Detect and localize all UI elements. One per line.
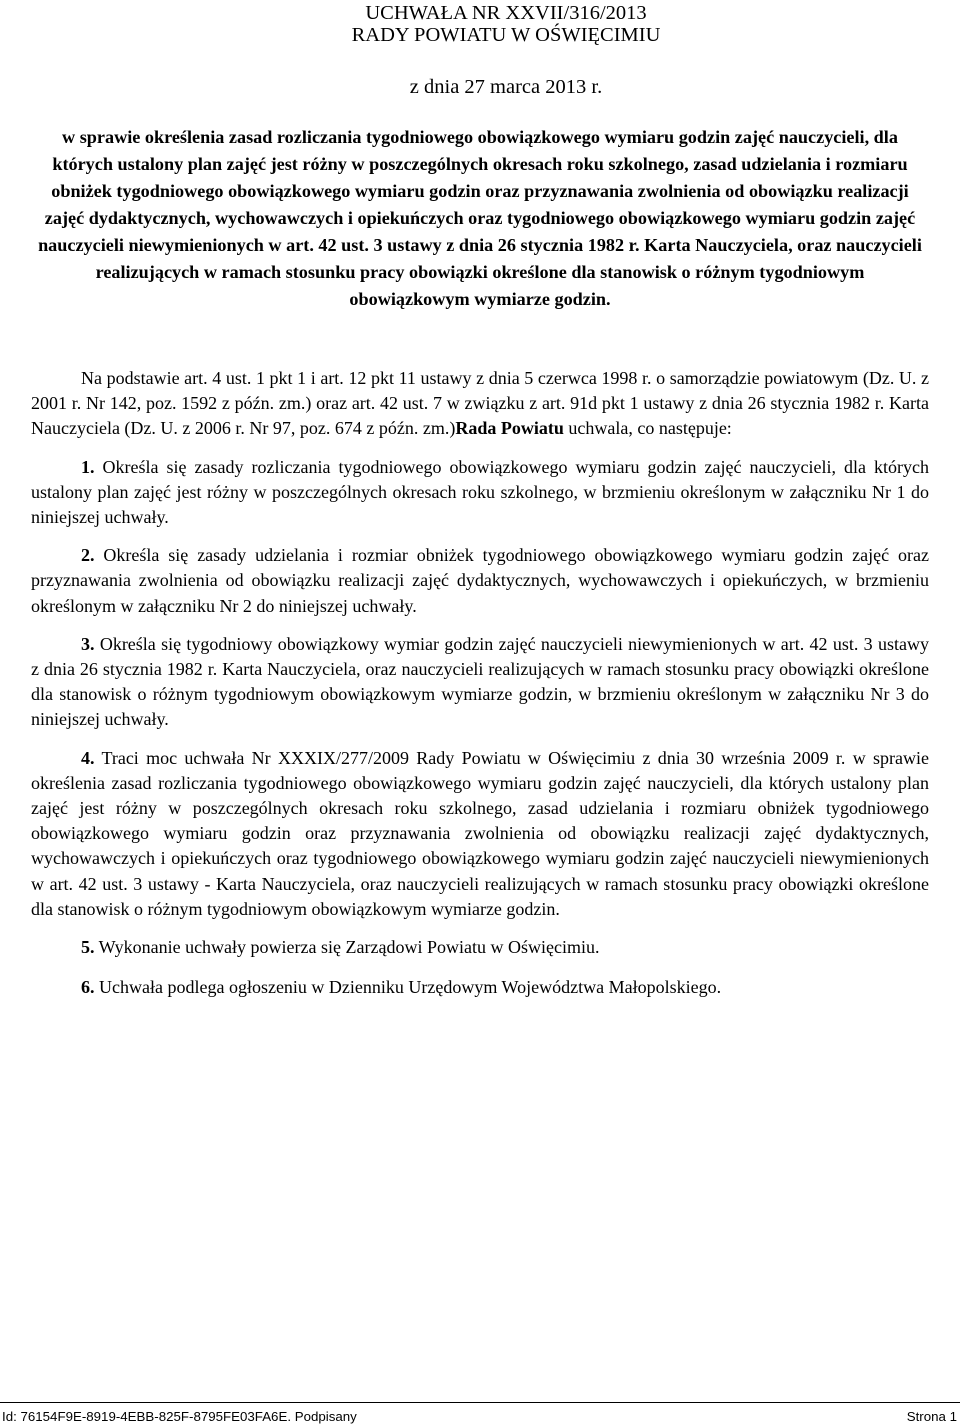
council-name: RADY POWIATU W OŚWIĘCIMIU bbox=[351, 24, 661, 46]
section-number: 1. bbox=[81, 456, 95, 477]
section-number: 2. bbox=[81, 545, 95, 566]
resolution-title: UCHWAŁA NR XXVII/316/2013 bbox=[365, 2, 647, 24]
section-number: 5. bbox=[81, 937, 95, 958]
section-text: Określa się zasady udzielania i rozmiar obniżek tygodniowego obowiązkowego wymiaru godzin zajęć oraz przyznawania zwolnienia od obowiązku realizacji zajęć dydaktycznych, wychowawczych i opiekuńczych, w brzmieniu określonym w załączniku Nr 2 do niniejszej uchwały. bbox=[31, 545, 929, 616]
page-footer bbox=[2, 1408, 957, 1425]
section-text: Określa się tygodniowy obowiązkowy wymiar godzin zajęć nauczycieli niewymienionych w art. 42 ust. 3 ustawy z dnia 26 stycznia 1982 r. Karta Nauczyciela, oraz nauczycieli realizujących w ramach stosunku pracy obowiązki określone dla stanowisk o różnym tygodniowym obowiązkowym wymiarze godzin, w brzmieniu określonym w załączniku Nr 3 do niniejszej uchwały. bbox=[31, 633, 929, 730]
section-text: Określa się zasady rozliczania tygodniowego obowiązkowego wymiaru godzin zajęć nauczycieli, dla których ustalony plan zajęć jest różny w poszczególnych okresach roku szkolnego, w brzmieniu określonym w załączniku Nr 1 do niniejszej uchwały. bbox=[31, 456, 929, 528]
section-number: 6. bbox=[81, 977, 95, 998]
section-5 bbox=[31, 935, 929, 960]
document-id: Id: 76154F9E-8919-4EBB-825F-8795FE03FA6E. Podpisany bbox=[2, 1409, 357, 1424]
section-number: 3. bbox=[81, 633, 95, 654]
section-text: Traci moc uchwała Nr XXXIX/277/2009 Rady Powiatu w Oświęcimiu z dnia 30 września 2009 r. w sprawie określenia zasad rozliczania tygodniowego obowiązkowego wymiaru godzin zajęć nauczycieli, dla których ustalony plan zajęć jest różny w poszczególnych okresach roku szkolnego, zasad udzielania i rozmiaru obniżek tygodniowego obowiązkowego wymiaru godzin oraz przyznawania zwolnienia od obowiązku realizacji zajęć dydaktycznych, wychowawczych i opiekuńczych oraz tygodniowego obowiązkowego wymiaru godzin zajęć nauczycieli niewymienionych w art. 42 ust. 3 ustawy - Karta Nauczyciela, oraz nauczycieli realizujących w ramach stosunku pracy obowiązki określone dla stanowisk o różnym tygodniowym obowiązkowym wymiarze godzin. bbox=[31, 747, 929, 919]
section-number: 4. bbox=[81, 747, 95, 768]
resolution-subject: w sprawie określenia zasad rozliczania tygodniowego obowiązkowego wymiaru godzin zajęć nauczycieli, dla których ustalony plan zajęć jest różny w poszczególnych okresach roku szkolnego, zasad udzielania i rozmiaru obniżek tygodniowego obowiązkowego wymiaru godzin oraz przyznawania zwolnienia od obowiązku realizacji zajęć dydaktycznych, wychowawczych i opiekuńczych oraz tygodniowego obowiązkowego wymiaru godzin zajęć nauczycieli niewymienionych w art. 42 ust. 3 ustawy z dnia 26 stycznia 1982 r. Karta Nauczyciela, oraz nauczycieli realizujących w ramach stosunku pracy obowiązki określone dla stanowisk o różnym tygodniowym obowiązkowym wymiarze godzin. bbox=[38, 127, 922, 309]
section-3 bbox=[31, 632, 929, 733]
page-number: Strona 1 bbox=[906, 1409, 957, 1424]
section-text: Wykonanie uchwały powierza się Zarządowi Powiatu w Oświęcimiu. bbox=[94, 937, 600, 958]
section-4 bbox=[31, 746, 929, 922]
footer-divider bbox=[0, 1402, 960, 1403]
preamble-tail: uchwala, co następuje: bbox=[563, 418, 732, 439]
section-1 bbox=[31, 455, 929, 531]
section-text: Uchwała podlega ogłoszeniu w Dzienniku Urzędowym Województwa Małopolskiego. bbox=[94, 977, 722, 998]
resolution-body bbox=[31, 366, 929, 1000]
resolution-date: z dnia 27 marca 2013 r. bbox=[409, 76, 603, 98]
preamble-text: Na podstawie art. 4 ust. 1 pkt 1 i art. 12 pkt 11 ustawy z dnia 5 czerwca 1998 r. o samorządzie powiatowym (Dz. U. z 2001 r. Nr 142, poz. 1592 z późn. zm.) oraz art. 42 ust. 7 w związku z art. 91d pkt 1 ustawy z dnia 26 stycznia 1982 r. Karta Nauczyciela (Dz. U. z 2006 r. Nr 97, poz. 674 z późn. zm.) bbox=[31, 368, 929, 439]
section-2 bbox=[31, 543, 929, 619]
preamble-council: Rada Powiatu bbox=[455, 418, 564, 439]
section-6 bbox=[31, 975, 929, 1000]
preamble bbox=[31, 366, 929, 442]
